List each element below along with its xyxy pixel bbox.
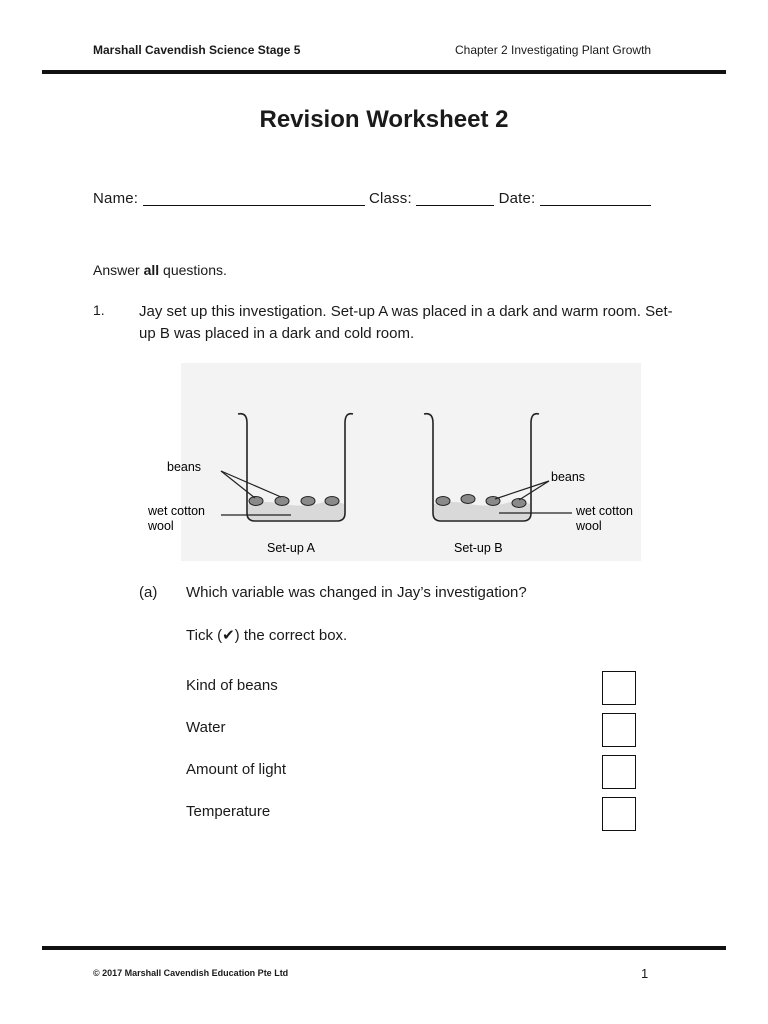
header-publisher: Marshall Cavendish Science Stage 5 — [93, 43, 301, 57]
option-checkbox-4[interactable] — [602, 797, 636, 831]
footer-copyright: © 2017 Marshall Cavendish Education Pte Ltd — [93, 968, 289, 978]
student-info-fields — [93, 190, 651, 207]
pointer-beans-a-2 — [221, 471, 281, 497]
instructions-bold: all — [143, 262, 160, 278]
name-field[interactable] — [143, 191, 365, 206]
bean-b-2 — [461, 495, 475, 504]
setup-diagram-svg — [148, 363, 641, 561]
investigation-diagram — [148, 363, 641, 561]
instructions-prefix: Answer — [93, 262, 144, 278]
part-a-question: Which variable was changed in Jay’s investigation? — [186, 584, 527, 601]
date-field[interactable] — [540, 191, 651, 206]
label-beans-b: beans — [551, 470, 586, 484]
question-text: Jay set up this investigation. Set-up A was placed in a dark and warm room. Set-up B was placed in a dark and cold room. — [139, 303, 673, 342]
label-setup-b: Set-up B — [454, 541, 503, 555]
tick-instruction: Tick (✔) the correct box. — [186, 627, 348, 644]
label-cotton-b-2: wool — [576, 519, 602, 533]
name-label: Name: — [93, 190, 139, 207]
bean-b-1 — [436, 497, 450, 506]
option-label-3: Amount of light — [186, 761, 287, 778]
option-checkbox-2[interactable] — [602, 713, 636, 747]
bean-a-1 — [249, 497, 263, 506]
label-setup-a: Set-up A — [267, 541, 315, 555]
footer-rule — [42, 946, 726, 950]
option-label-4: Temperature — [186, 803, 271, 820]
instructions — [93, 262, 227, 278]
bean-a-2 — [275, 497, 289, 506]
worksheet-title: Revision Worksheet 2 — [259, 106, 509, 133]
label-beans-a: beans — [167, 460, 202, 474]
label-cotton-a-2: wool — [148, 519, 174, 533]
bean-a-3 — [301, 497, 315, 506]
option-label-2: Water — [186, 719, 226, 736]
option-checkbox-1[interactable] — [602, 671, 636, 705]
instructions-suffix: questions. — [159, 262, 227, 278]
label-cotton-a-1: wet cotton — [148, 504, 205, 518]
label-cotton-b-1: wet cotton — [576, 504, 633, 518]
pointer-beans-b-2 — [519, 481, 549, 500]
header-rule — [42, 70, 726, 74]
date-label: Date: — [498, 190, 536, 207]
class-label: Class: — [368, 190, 412, 207]
class-field[interactable] — [416, 191, 494, 206]
header-chapter: Chapter 2 Investigating Plant Growth — [455, 43, 652, 57]
part-a-label: (a) — [139, 584, 158, 601]
option-checkbox-3[interactable] — [602, 755, 636, 789]
pointer-beans-b-1 — [495, 481, 549, 499]
question-number: 1. — [93, 302, 105, 318]
bean-a-4 — [325, 497, 339, 506]
option-label-1: Kind of beans — [186, 677, 278, 694]
pointer-beans-a-1 — [221, 471, 255, 498]
page-number: 1 — [641, 966, 649, 981]
